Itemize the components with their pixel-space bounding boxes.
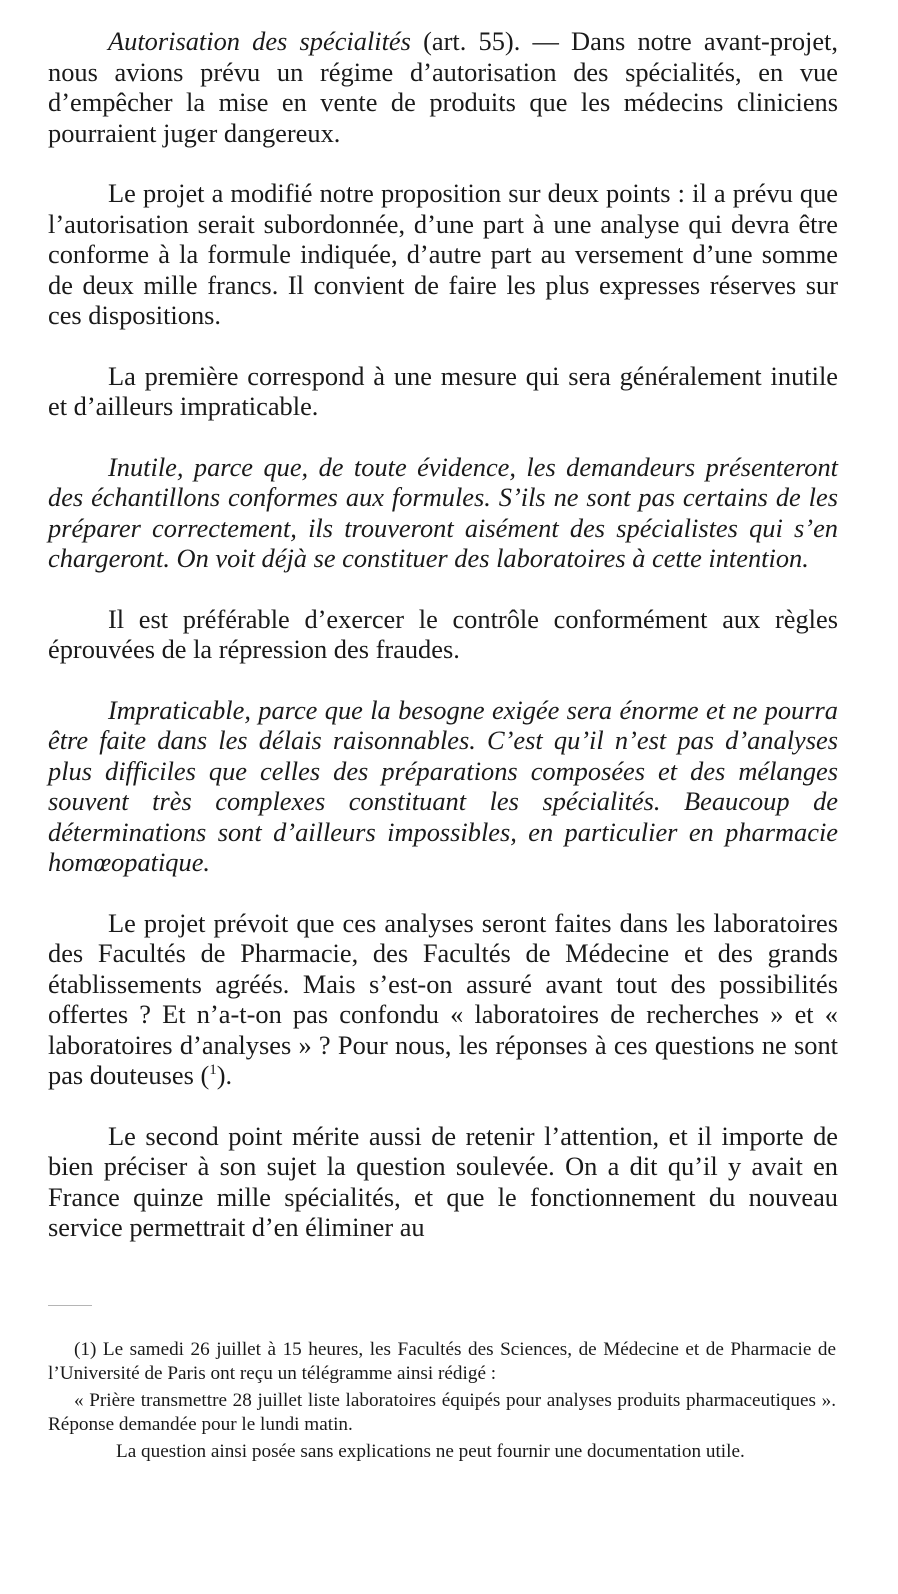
main-text — [48, 26, 838, 1243]
section-title: Autorisation des spécialités — [108, 26, 411, 56]
paragraph-second-point: Le second point mérite aussi de retenir l’attention, et il importe de bien préciser à son sujet la question soulevée. On a dit qu’il y avait en France quinze mille spécialités, et que le fonctionnement du nouveau service permettrait d’en éliminer au — [48, 1120, 838, 1242]
footnotes — [48, 1338, 836, 1464]
paragraph-first-measure: La première correspond à une mesure qui sera généralement inutile et d’ailleurs impraticable. — [48, 360, 838, 421]
paragraph-useless: Inutile, parce que, de toute évidence, les demandeurs présenteront des échantillons conformes aux formules. S’ils ne sont pas certains de les préparer correctement, ils trouveront aisément des spécialistes qui s’en chargeront. On voit déjà se constituer des laboratoires à cette intention. — [48, 451, 838, 573]
paragraph-authorization — [48, 26, 838, 148]
paragraph-text: (art. 55). — Dans notre avant-projet, nous avions prévu un régime d’autorisation des spécialités, en vue d’empêcher la mise en vente de produits que les médecins cliniciens pourraient juger dangereux. — [48, 26, 838, 148]
paragraph-laboratories — [48, 908, 838, 1091]
footnote-divider — [48, 1305, 92, 1306]
footnote-1: (1) Le samedi 26 juillet à 15 heures, les Facultés des Sciences, de Médecine et de Pharmacie de l’Université de Paris ont reçu un télégramme ainsi rédigé : — [48, 1339, 836, 1384]
paragraph-text: Le projet prévoit que ces analyses seront faites dans les laboratoires des Facultés de Pharmacie, des Facultés de Médecine et des grands établissements agréés. Mais s’est-on assuré avant tout des possibilités offertes ? Et n’a-t-on pas confondu « laboratoires de recherches » et « laboratoires d’analyses » ? Pour nous, les réponses à ces questions ne sont pas douteuses ( — [48, 907, 838, 1090]
paragraph-fraud-control: Il est préférable d’exercer le contrôle conformément aux règles éprouvées de la répression des fraudes. — [48, 603, 838, 664]
paragraph-project-changes: Le projet a modifié notre proposition sur deux points : il a prévu que l’autorisation serait subordonnée, d’une part à une analyse qui devra être conforme à la formule indiquée, d’autre part au versement d’une somme de deux mille francs. Il convient de faire les plus expresses réserves sur ces dispositions. — [48, 178, 838, 330]
footnote-comment: La question ainsi posée sans explications ne peut fournir une documentation utile. — [116, 1441, 745, 1463]
paragraph-impracticable: Impraticable, parce que la besogne exigée sera énorme et ne pourra être faite dans les délais raisonnables. C’est qu’il n’est pas d’analyses plus difficiles que celles des préparations composées et des mélanges souvent très complexes constituant les spécialités. Beaucoup de déterminations sont d’ailleurs impossibles, en particulier en pharmacie homœopatique. — [48, 694, 838, 877]
footnote-telegram: « Prière transmettre 28 juillet liste laboratoires équipés pour analyses produits pharmaceutiques ». Réponse demandée pour le lundi matin. — [48, 1390, 836, 1435]
paragraph-text-tail: ). — [216, 1060, 233, 1090]
footnote-reference[interactable]: 1 — [209, 1062, 217, 1079]
